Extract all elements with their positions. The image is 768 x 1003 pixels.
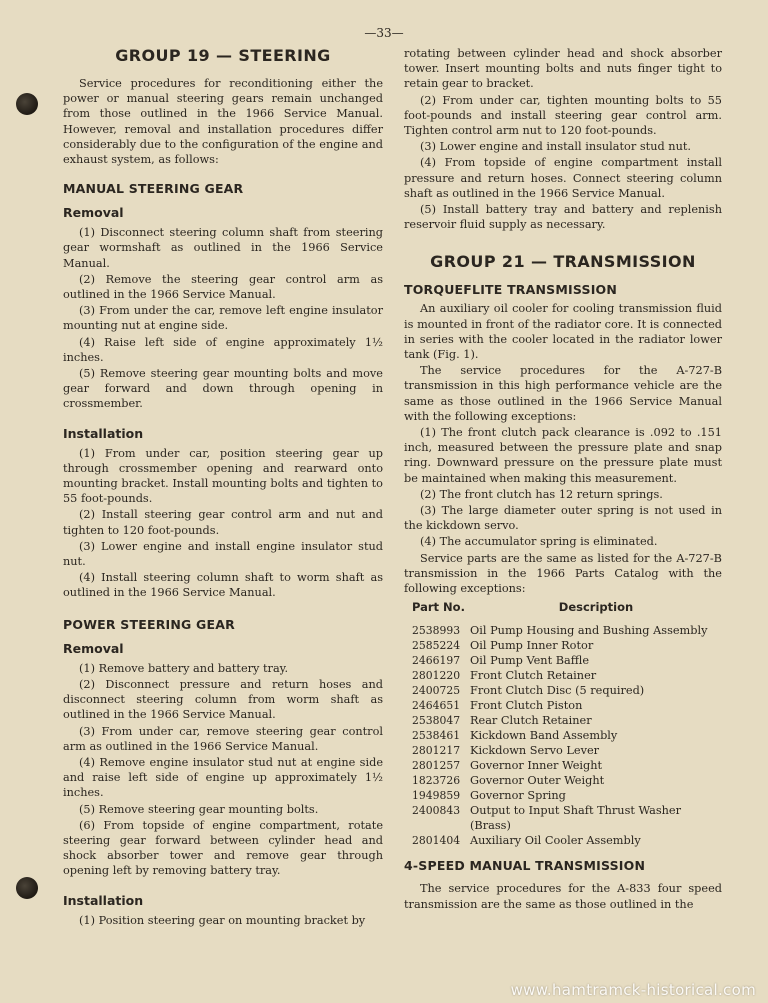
step: (2) Install steering gear control arm and nut and tighten to 120 foot-pounds. (63, 508, 383, 537)
paragraph: (3) The large diameter outer spring is not used in the kickdown servo. (404, 504, 722, 533)
group-21-title: GROUP 21 — TRANSMISSION (430, 252, 696, 272)
part-description: Auxiliary Oil Cooler Assembly (470, 834, 641, 848)
manual-steering-heading: MANUAL STEERING GEAR (63, 181, 244, 197)
group-19-title: GROUP 19 — STEERING (115, 46, 331, 65)
step: (4) From topside of engine compartment install pressure and return hoses. Connect steering column shaft as outlined in the 1966 Service Manual. (404, 156, 722, 200)
step: (4) Install steering column shaft to worm shaft as outlined in the 1966 Service Manual. (63, 571, 383, 600)
table-row (412, 623, 722, 638)
table-row (412, 803, 722, 833)
table-row (412, 668, 722, 683)
table-row (412, 653, 722, 668)
table-row (412, 773, 722, 788)
parts-table-header (412, 600, 722, 623)
paragraph: (4) The accumulator spring is eliminated. (420, 535, 658, 549)
part-number: 2464651 (412, 699, 461, 713)
paragraph: Service parts are the same as listed for the A-727-B transmission in the 1966 Parts Catalog with the following exceptions: (404, 551, 722, 596)
part-description: Governor Spring (470, 789, 566, 803)
paragraph: (2) The front clutch has 12 return springs. (420, 487, 663, 501)
manual-installation-heading: Installation (63, 425, 144, 441)
part-number: 2400725 (412, 684, 461, 698)
table-row (412, 788, 722, 803)
part-number: 2400843 (412, 804, 461, 818)
part-number: 2801404 (412, 834, 461, 848)
table-row (412, 728, 722, 743)
part-number: 1949859 (412, 789, 461, 803)
part-number: 1823726 (412, 774, 461, 788)
table-row (412, 713, 722, 728)
step: (1) Remove battery and battery tray. (79, 661, 289, 675)
four-speed-text: The service procedures for the A-833 four speed transmission are the same as those outlined in the (404, 882, 722, 911)
four-speed-heading: 4-SPEED MANUAL TRANSMISSION (404, 858, 646, 874)
part-description: Governor Inner Weight (470, 759, 603, 773)
power-removal-heading: Removal (63, 640, 124, 656)
manual-removal-steps (63, 225, 383, 411)
step: (5) Remove steering gear mounting bolts. (79, 802, 319, 816)
left-column (63, 46, 383, 929)
table-row (412, 638, 722, 653)
part-description: Kickdown Band Assembly (470, 729, 618, 743)
paragraph: The service procedures for the A-727-B transmission in this high performance vehicle are the same as those outlined in the 1966 Service Manual with the following exceptions: (404, 364, 722, 423)
step: (1) From under car, position steering gear up through crossmember opening and rearward onto mounting bracket. Install mounting bolts and tighten to 55 foot-pounds. (63, 446, 383, 506)
part-number: 2801257 (412, 759, 461, 773)
page-number: —33— (364, 26, 404, 40)
part-number: 2538047 (412, 714, 461, 728)
part-description: Output to Input Shaft Thrust Washer (Brass) (470, 804, 682, 833)
part-description: Kickdown Servo Lever (470, 744, 600, 758)
continued-text: rotating between cylinder head and shock absorber tower. Insert mounting bolts and nuts finger tight to retain gear to bracket. (404, 47, 722, 91)
parts-table (412, 600, 722, 848)
part-description: Oil Pump Vent Baffle (470, 654, 590, 668)
header-description: Description (558, 600, 634, 615)
binder-hole-top (16, 93, 38, 115)
step: (1) Position steering gear on mounting bracket by (79, 913, 366, 927)
table-row (412, 743, 722, 758)
part-description: Oil Pump Inner Rotor (470, 639, 594, 653)
step: (3) From under the car, remove left engine insulator mounting nut at engine side. (63, 304, 383, 333)
part-description: Governor Outer Weight (470, 774, 605, 788)
manual-removal-heading: Removal (63, 205, 124, 221)
step: (4) Remove engine insulator stud nut at engine side and raise left side of engine up approximately 1½ inches. (63, 755, 383, 800)
torqueflite-heading: TORQUEFLITE TRANSMISSION (404, 282, 618, 298)
power-removal-steps (63, 661, 383, 879)
part-description: Oil Pump Housing and Bushing Assembly (470, 624, 708, 638)
paragraph: (1) The front clutch pack clearance is .092 to .151 inch, measured between the pressure plate and snap ring. Downward pressure on the pressure plate must be maintained when making this measurement. (404, 426, 722, 485)
step: (3) Lower engine and install engine insulator stud nut. (63, 539, 383, 569)
part-description: Rear Clutch Retainer (470, 714, 592, 728)
binder-hole-bottom (16, 877, 38, 899)
part-number: 2801217 (412, 744, 461, 758)
part-description: Front Clutch Piston (470, 699, 583, 713)
parts-table-body (412, 623, 722, 848)
step: (3) From under car, remove steering gear control arm as outlined in the 1966 Service Manual. (63, 724, 383, 753)
power-steering-heading: POWER STEERING GEAR (63, 616, 235, 632)
step: (4) Raise left side of engine approximately 1½ inches. (63, 335, 383, 364)
power-installation-heading: Installation (63, 892, 144, 908)
step: (6) From topside of engine compartment, rotate steering gear forward between cylinder head and shock absorber tower and remove gear through opening left by removing battery tray. (63, 818, 383, 878)
paragraph: An auxiliary oil cooler for cooling transmission fluid is mounted in front of the radiator core. It is connected in series with the cooler located in the radiator lower tank (Fig. 1). (404, 302, 722, 362)
part-number: 2538461 (412, 729, 461, 743)
table-row (412, 833, 722, 848)
part-number: 2538993 (412, 624, 461, 638)
manual-installation-steps (63, 446, 383, 601)
step: (2) From under car, tighten mounting bolts to 55 foot-pounds and install steering gear control arm. Tighten control arm nut to 120 foot-pounds. (404, 93, 722, 138)
step: (3) Lower engine and install insulator stud nut. (420, 140, 691, 154)
table-row (412, 758, 722, 773)
step: (5) Remove steering gear mounting bolts and move gear forward and down through opening in crossmember. (63, 367, 383, 411)
part-number: 2466197 (412, 654, 461, 668)
step: (5) Install battery tray and battery and replenish reservoir fluid supply as necessary. (404, 203, 722, 232)
torqueflite-paragraphs (404, 301, 722, 596)
watermark: www.hamtramck-historical.com (510, 981, 756, 999)
header-part-no: Part No. (412, 600, 465, 615)
part-description: Front Clutch Retainer (470, 669, 597, 683)
part-number: 2801220 (412, 669, 461, 683)
step: (1) Disconnect steering column shaft from steering gear wormshaft as outlined in the 1966 Service Manual. (63, 226, 383, 270)
part-number: 2585224 (412, 639, 461, 653)
part-description: Front Clutch Disc (5 required) (470, 684, 645, 698)
steering-intro: Service procedures for reconditioning either the power or manual steering gears remain unchanged from those outlined in the 1966 Service Manual. However, removal and installation procedures differ considerably due to the configuration of the engine and exhaust system, as follows: (63, 77, 383, 167)
step: (2) Remove the steering gear control arm as outlined in the 1966 Service Manual. (63, 272, 383, 302)
step: (2) Disconnect pressure and return hoses and disconnect steering column from worm shaft as outlined in the 1966 Service Manual. (63, 677, 383, 722)
right-column (404, 46, 722, 913)
table-row (412, 683, 722, 698)
table-row (412, 698, 722, 713)
